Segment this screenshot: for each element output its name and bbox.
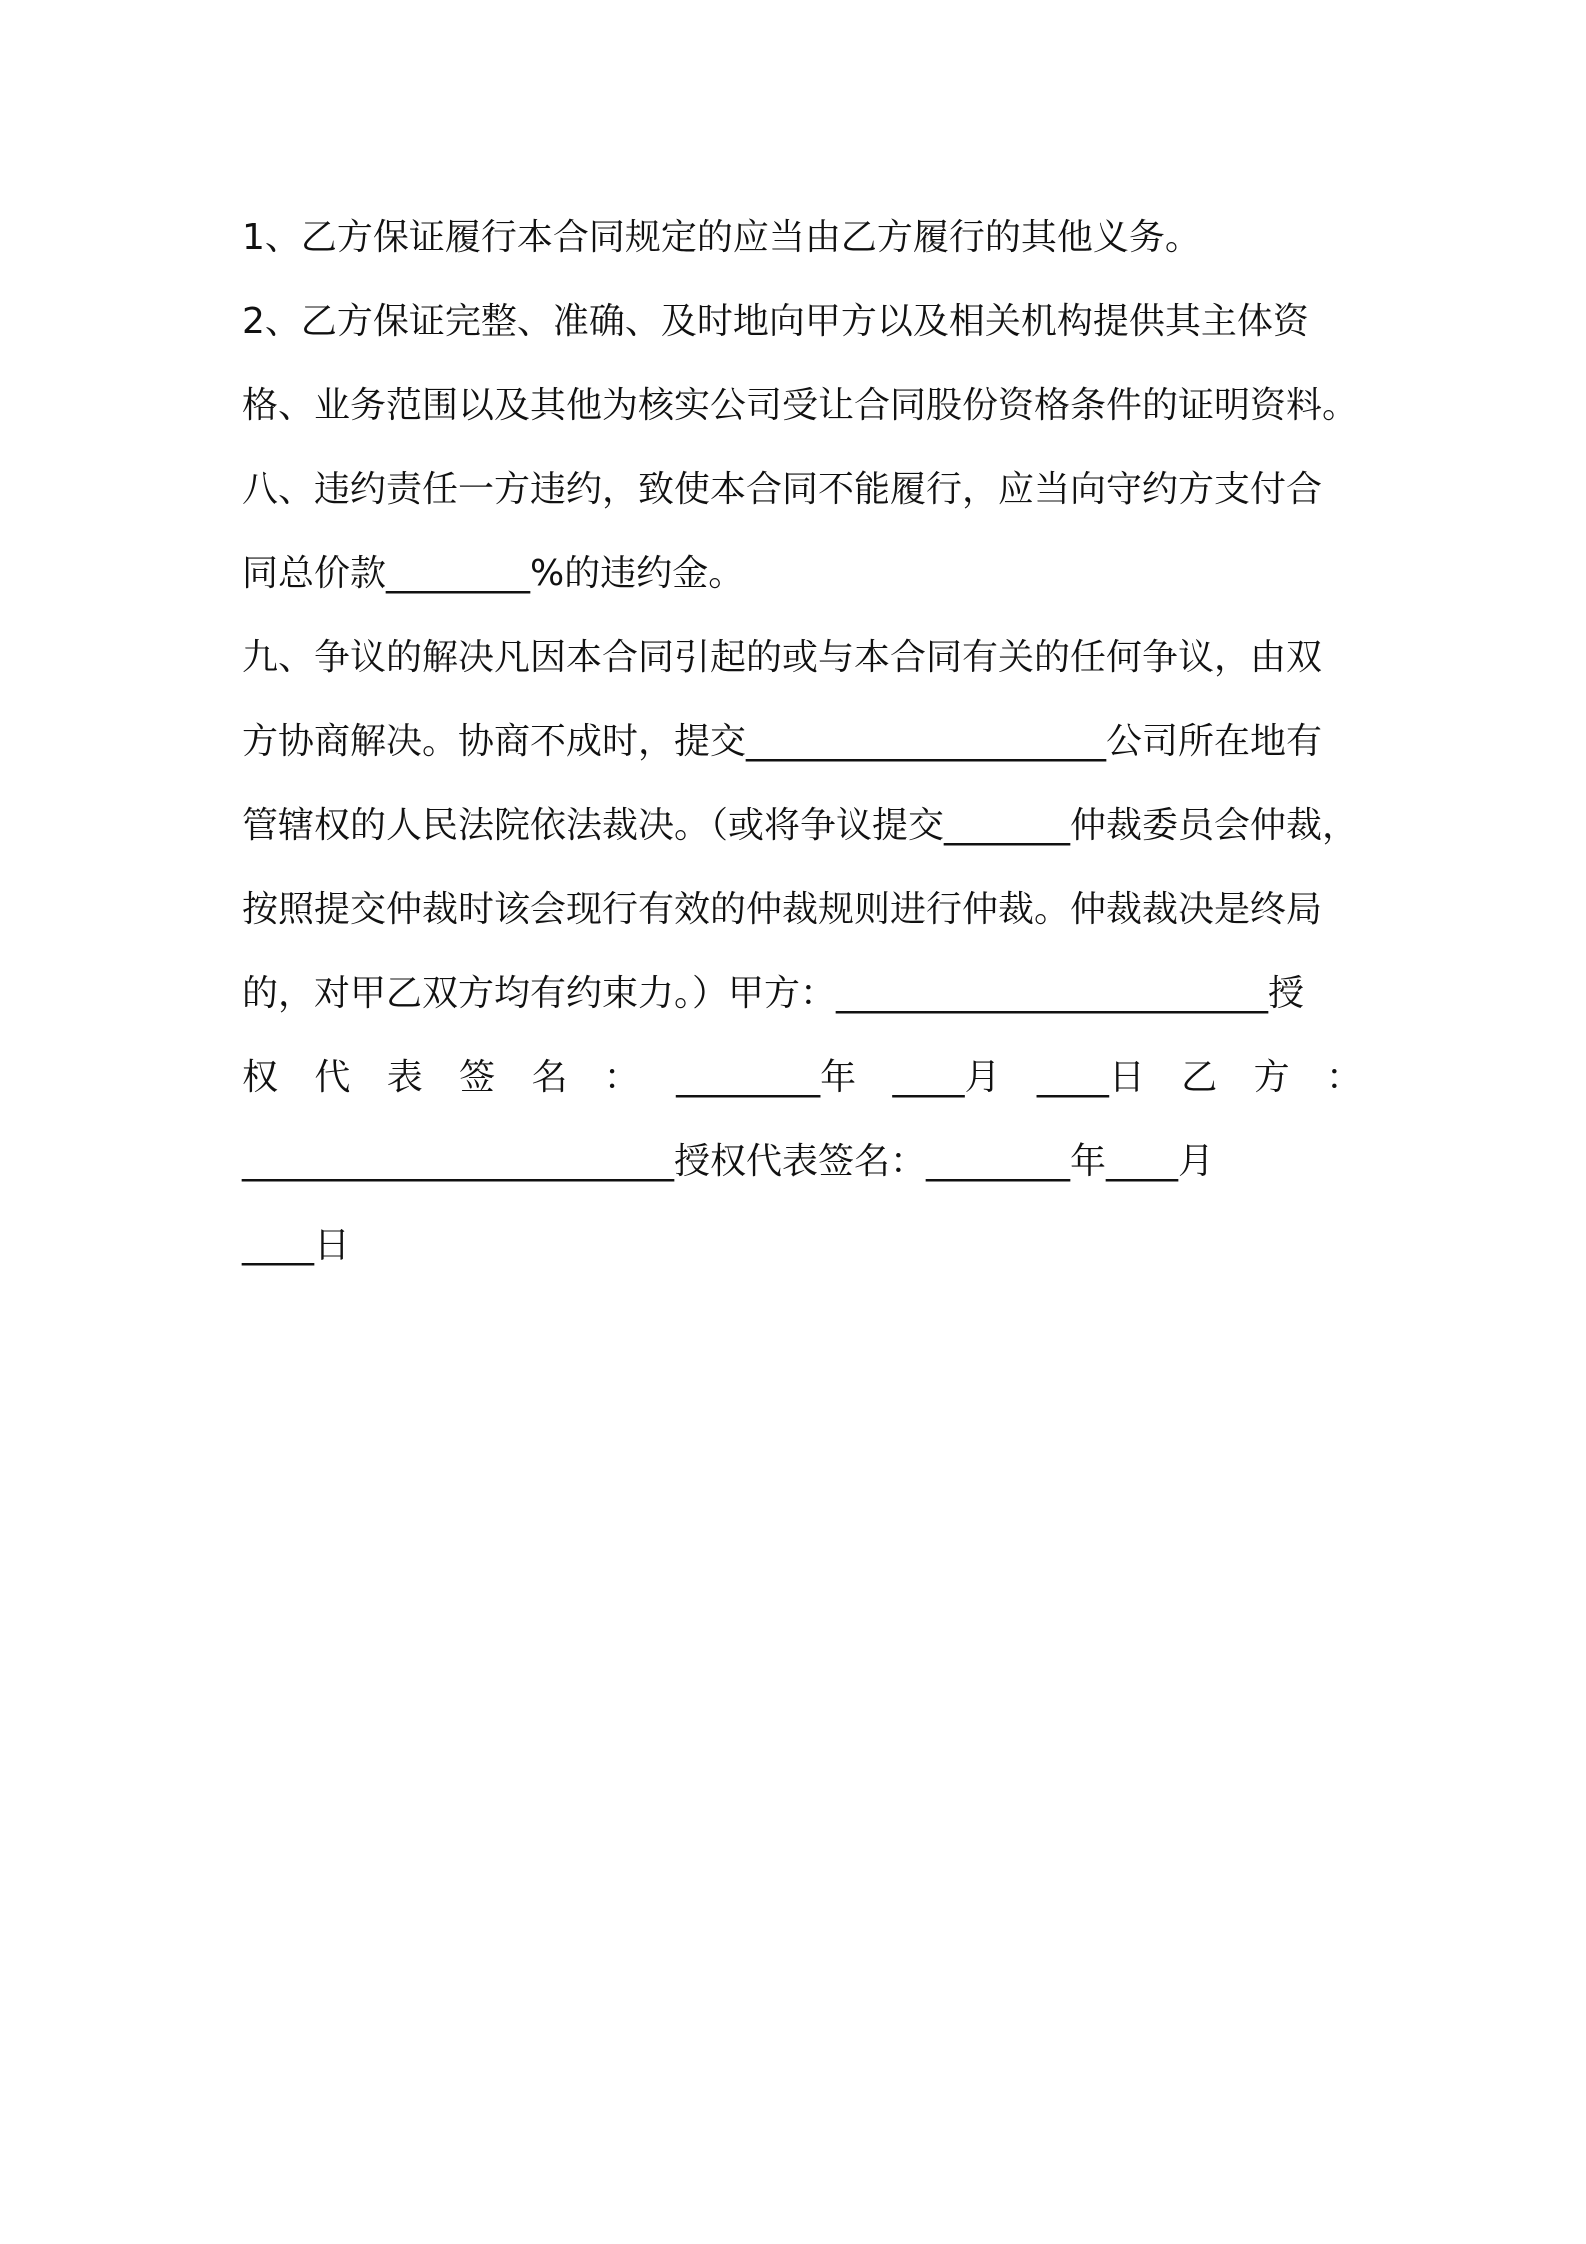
- party-a-signature-line: 的，对甲乙双方均有约束力。）甲方：________________________授: [242, 973, 1305, 1014]
- section-9-line-4: 按照提交仲裁时该会现行有效的仲裁规则进行仲裁。仲裁裁决是终局: [242, 889, 1323, 930]
- year-blank: ________年: [676, 1057, 857, 1098]
- signature-token: ：: [603, 1057, 640, 1098]
- signature-token: 签: [459, 1057, 496, 1098]
- section-9-line-3: 管辖权的人民法院依法裁决。（或将争议提交_______仲裁委员会仲裁，: [242, 805, 1359, 846]
- signature-date-line: [242, 1036, 1362, 1120]
- section-9-line-2: 方协商解决。协商不成时，提交____________________公司所在地有: [242, 721, 1323, 762]
- section-9-line-1: 九、争议的解决凡因本合同引起的或与本合同有关的任何争议，由双: [242, 637, 1323, 678]
- section-8-line-1: 八、违约责任一方违约，致使本合同不能履行，应当向守约方支付合: [242, 469, 1323, 510]
- section-8-line-2: 同总价款________%的违约金。: [242, 553, 745, 594]
- signature-token: 代: [314, 1057, 351, 1098]
- clause-2-line-2: 格、业务范围以及其他为核实公司受让合同股份资格条件的证明资料。: [242, 385, 1359, 426]
- signature-token: 权: [242, 1057, 279, 1098]
- signature-token: 表: [386, 1057, 423, 1098]
- party-b-day-line: ____日: [242, 1225, 351, 1266]
- signature-token: ：: [1325, 1057, 1362, 1098]
- signature-token: 方: [1253, 1057, 1290, 1098]
- party-b-signature-line: ________________________授权代表签名：________年____月: [242, 1141, 1215, 1182]
- day-blank: ____日: [1036, 1057, 1145, 1098]
- clause-1: 1、乙方保证履行本合同规定的应当由乙方履行的其他义务。: [242, 217, 1201, 258]
- signature-token: 名: [531, 1057, 568, 1098]
- clause-2-line-1: 2、乙方保证完整、准确、及时地向甲方以及相关机构提供其主体资: [242, 301, 1309, 342]
- signature-token: 乙: [1181, 1057, 1218, 1098]
- contract-text: [242, 196, 1362, 1288]
- month-blank: ____月: [892, 1057, 1001, 1098]
